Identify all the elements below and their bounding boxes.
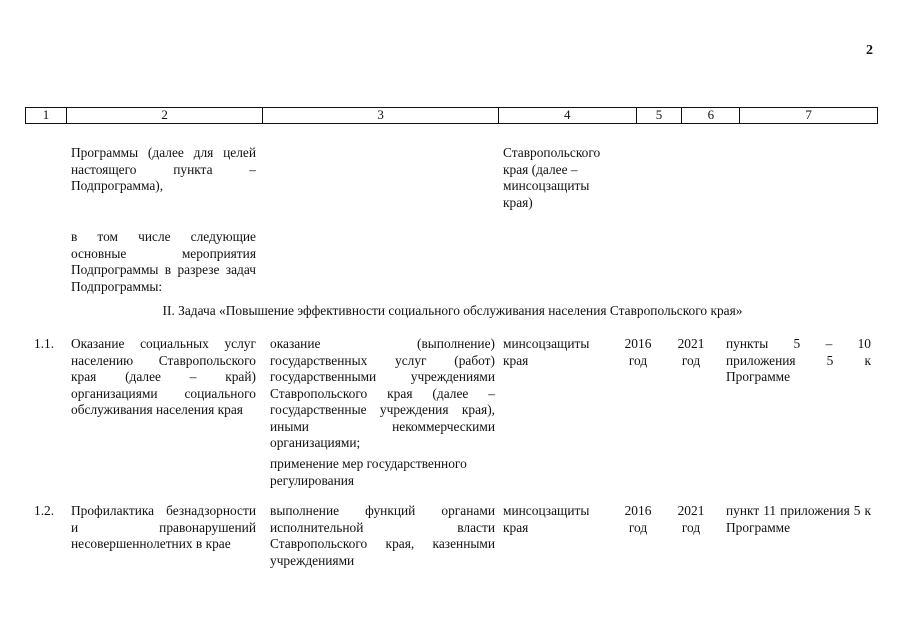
row-number: 1.2. — [34, 503, 55, 518]
row-method-extra: применение мер государственного регулирования — [270, 456, 467, 488]
section-title: II. Задача «Повышение эффективности социального обслуживания населения Ставропольского края» — [162, 303, 743, 318]
row-end-year: 2021 год — [677, 336, 705, 368]
row-start-year: 2016 год — [624, 336, 652, 368]
row-name: Профилактика безнадзорности и правонарушений несовершеннолетних в крае — [71, 503, 256, 551]
row-executor: минсоцзащиты края — [503, 336, 590, 368]
row-method: выполнение функций органами исполнительной власти Ставропольского края, казенными учреждениями — [270, 503, 495, 568]
header-col-6: 6 — [682, 108, 740, 123]
row-method: оказание (выполнение) государственных услуг (работ) государственными учреждениями Ставропольского края (далее – государственные учреждения края), иными некоммерческими организациями; — [270, 336, 495, 450]
header-col-5: 5 — [637, 108, 683, 123]
table-header-row — [25, 107, 878, 124]
header-col-2: 2 — [67, 108, 264, 123]
row-number: 1.1. — [34, 336, 55, 351]
header-col-1: 1 — [26, 108, 67, 123]
header-col-3: 3 — [263, 108, 498, 123]
continued-col2-text: Программы (далее для целей настоящего пункта – Подпрограмма), — [71, 145, 256, 193]
row-executor: минсоцзащиты края — [503, 503, 590, 535]
row-reference: пункты 5 – 10 приложения 5 к Программе — [726, 336, 871, 384]
row-end-year: 2021 год — [677, 503, 705, 535]
row-reference: пункт 11 приложения 5 к Программе — [726, 503, 871, 535]
row-name: Оказание социальных услуг населению Ставропольского края (далее – край) организациями социального обслуживания населения края — [71, 336, 256, 417]
continued-col4-text: Ставропольского края (далее – минсоцзащиты края) — [503, 145, 601, 210]
intro-text: в том числе следующие основные мероприятия Подпрограммы в разрезе задач Подпрограммы: — [71, 229, 256, 294]
header-col-7: 7 — [805, 107, 812, 122]
row-start-year: 2016 год — [624, 503, 652, 535]
page-number: 2 — [866, 43, 873, 58]
header-col-4: 4 — [499, 108, 637, 123]
